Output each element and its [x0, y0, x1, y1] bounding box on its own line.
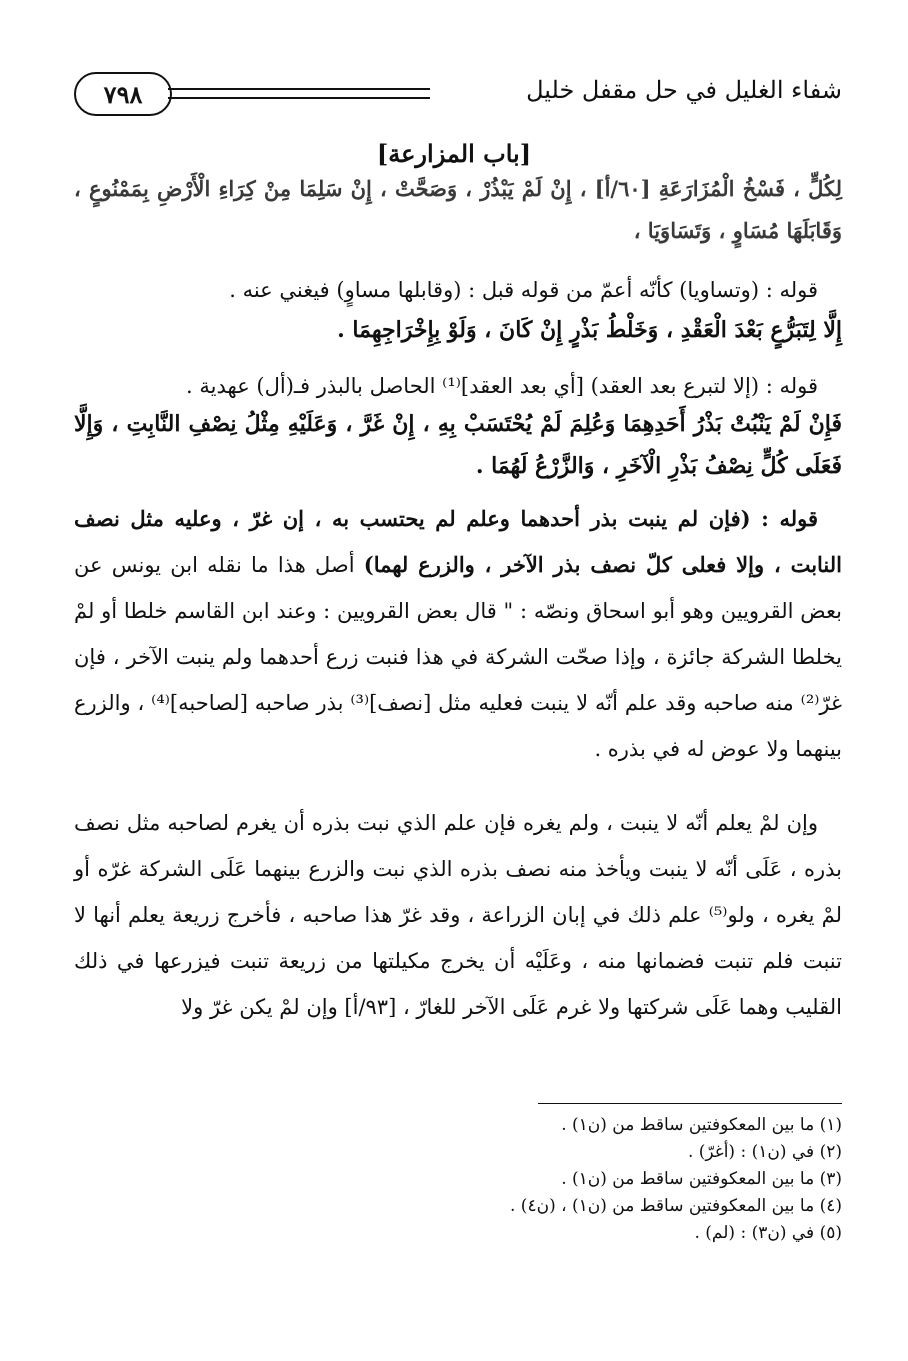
page-header [74, 68, 842, 124]
commentary-paragraph-2: قوله : (إلا لتبرع بعد العقد) [أي بعد العقد]⁽¹⁾ الحاصل بالبذر فـ(أل) عهدية . [186, 374, 818, 398]
footnote-item: (٥) في (ن٣) : (لم) . [694, 1223, 842, 1243]
page-number-text: ٧٩٨ [103, 79, 143, 109]
footnote-item: (١) ما بين المعكوفتين ساقط من (ن١) . [561, 1115, 842, 1135]
header-rule [168, 88, 430, 99]
commentary-body: أصل هذا ما نقله ابن يونس عن بعض القرويين وهو أبو اسحاق ونصّه : " قال بعض القرويين : وعند ابن القاسم خلطا أو لمْ يخلطا الشركة جائزة ، وإذا صحّت الشركة في هذا فنبت زرع أحدهما ولم ينبت الآخر ، فإن غرّ⁽²⁾ منه صاحبه وقد علم أنّه لا ينبت فعليه مثل [نصف]⁽³⁾ بذر صاحبه [لصاحبه]⁽⁴⁾ ، والزرع بينهما ولا عوض له في بذره . [74, 553, 842, 761]
book-title: شفاء الغليل في حل مقفل خليل [526, 76, 842, 104]
footnotes-list [66, 1112, 842, 1247]
footnote-divider [538, 1103, 842, 1104]
commentary-quote: قوله : (فإن لم ينبت بذر أحدهما وعلم لم يحتسب به ، إن غرّ ، وعليه مثل نصف النابت ، وإلا فعلى كلّ نصف بذر الآخر ، والزرع لهما) [74, 506, 843, 577]
matn-passage-3: فَإِنْ لَمْ يَنْبُتْ بَذْرُ أَحَدِهِمَا وَعُلِمَ لَمْ يُحْتَسَبْ بِهِ ، إِنْ غَرَّ ، وَعَلَيْهِ مِثْلُ نِصْفِ النَّابِتِ ، وَإِلَّا فَعَلَى كُلٍّ نِصْفُ بَذْرِ الْآخَرِ ، وَالزَّرْعُ لَهُمَا . [74, 411, 843, 479]
commentary-paragraph-4: وإن لمْ يعلم أنّه لا ينبت ، ولم يغره فإن علم الذي نبت بذره أن يغرم لصاحبه مثل نصف بذره ، عَلَى أنّه لا ينبت ويأخذ منه نصف بذره الذي نبت والزرع بينهما عَلَى الشركة غرّه أو لمْ يغره ، ولو⁽⁵⁾ علم ذلك في إبان الزراعة ، وقد غرّ هذا صاحبه ، فأخرج زريعة يعلم أنها لا تنبت فلم تنبت فضمانها منه ، وعَلَيْه أن يخرج مكيلتها من زريعة تنبت فيزرعها في ذلك القليب وهما عَلَى شركتها ولا غرم عَلَى الآخر للغارّ ، [٩٣/أ] وإن لمْ يكن غرّ ولا [74, 811, 842, 1019]
matn-passage-1: لِكُلٍّ ، فَسْخُ الْمُزَارَعَةِ [٦٠/أ] ، إِنْ لَمْ يَبْذُرْ ، وَصَحَّتْ ، إِنْ سَلِمَا مِنْ كِرَاءِ الْأَرْضِ بِمَمْنُوعٍ ، وَقَابَلَهَا مُسَاوٍ ، وَتَسَاوَيَا ، [74, 176, 842, 243]
commentary-paragraph-1: قوله : (وتساويا) كأنّه أعمّ من قوله قبل : (وقابلها مساوٍ) فيغني عنه . [229, 278, 818, 302]
footnote-item: (٢) في (ن١) : (أغرّ) . [687, 1142, 842, 1162]
footnote-item: (٤) ما بين المعكوفتين ساقط من (ن١) ، (ن٤) . [510, 1196, 842, 1216]
commentary-paragraph-3 [74, 496, 842, 772]
page-number [74, 72, 172, 116]
chapter-title: [باب المزارعة] [376, 139, 532, 168]
footnote-item: (٣) ما بين المعكوفتين ساقط من (ن١) . [561, 1169, 842, 1189]
matn-passage-2: إِلَّا لِتَبَرُّعٍ بَعْدَ الْعَقْدِ ، وَخَلْطُ بَذْرٍ إِنْ كَانَ ، وَلَوْ بِإِخْرَاجِهِمَا . [337, 317, 842, 343]
